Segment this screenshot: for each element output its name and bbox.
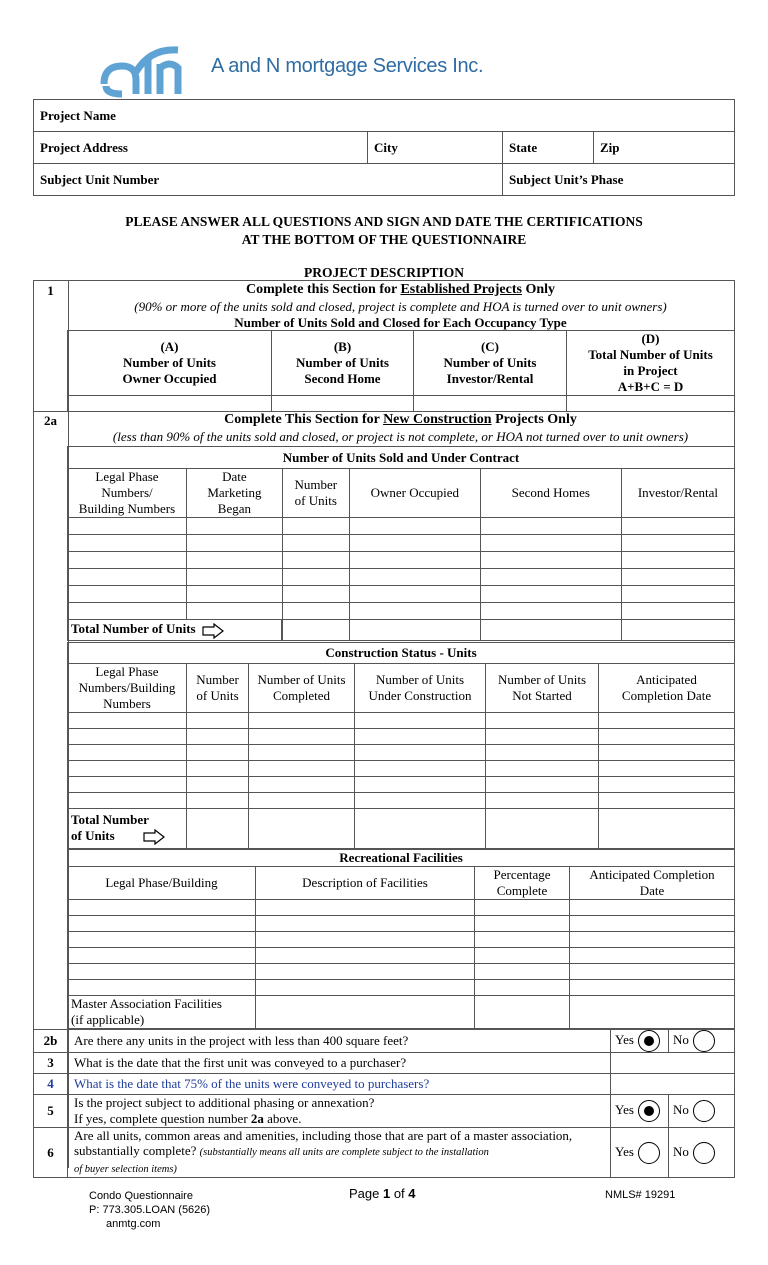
col-a-l1: (A) xyxy=(160,339,179,354)
subject-unit-phase-field[interactable]: Subject Unit’s Phase xyxy=(503,164,735,196)
status-col-phase xyxy=(68,664,187,713)
section-2a-number: 2a xyxy=(44,413,57,428)
arrow-right-icon xyxy=(202,623,224,639)
table-cell[interactable] xyxy=(187,761,249,777)
table-cell[interactable] xyxy=(68,932,256,948)
table-cell[interactable] xyxy=(187,586,283,603)
col-a-l3: Owner Occupied xyxy=(122,371,217,386)
question-6-line-2: substantially complete? xyxy=(74,1143,200,1158)
no-option[interactable] xyxy=(669,1030,735,1053)
footer-doc-title: Condo Questionnaire xyxy=(89,1190,193,1202)
table-cell[interactable] xyxy=(621,603,734,620)
table-row xyxy=(68,964,735,980)
rec-col-ant-a: Anticipated Completion xyxy=(589,867,715,882)
table-cell[interactable] xyxy=(621,518,734,535)
table-cell[interactable] xyxy=(355,809,486,849)
table-cell[interactable] xyxy=(68,745,187,761)
table-cell[interactable] xyxy=(475,980,570,996)
table-cell[interactable] xyxy=(349,518,480,535)
col-a-header xyxy=(68,331,272,396)
table-cell[interactable] xyxy=(68,777,187,793)
table-cell[interactable] xyxy=(187,552,283,569)
recreational-facilities-title: Recreational Facilities xyxy=(68,850,735,867)
table-cell[interactable] xyxy=(349,535,480,552)
page-mid: of xyxy=(390,1186,409,1201)
table-cell[interactable] xyxy=(486,793,599,809)
company-logo-icon xyxy=(98,44,206,98)
section-title: PROJECT DESCRIPTION xyxy=(304,265,464,280)
table-cell[interactable] xyxy=(355,713,486,729)
yes-option[interactable] xyxy=(611,1095,669,1128)
no-label: No xyxy=(673,1101,689,1117)
sold-col-phase-b: Numbers/ xyxy=(101,485,153,500)
table-row xyxy=(68,552,735,569)
yes-option[interactable] xyxy=(611,1030,669,1053)
company-name: A and N mortgage Services Inc. xyxy=(211,55,484,77)
table-row xyxy=(68,729,735,745)
status-col-uc-a: Number of Units xyxy=(375,672,465,687)
sold-col-investor: Investor/Rental xyxy=(621,469,734,518)
sold-col-units-b: of Units xyxy=(294,493,337,508)
section-1-title-pre: Complete this Section for xyxy=(245,282,401,297)
table-cell[interactable] xyxy=(355,793,486,809)
status-col-ant-b: Completion Date xyxy=(621,688,712,703)
yes-radio[interactable] xyxy=(638,1030,660,1052)
table-cell[interactable] xyxy=(249,745,355,761)
section-1-number: 1 xyxy=(47,283,54,298)
table-cell[interactable] xyxy=(256,996,475,1029)
table-row xyxy=(68,569,735,586)
col-c-l3: Investor/Rental xyxy=(446,371,534,386)
yes-radio[interactable] xyxy=(638,1100,660,1122)
table-cell[interactable] xyxy=(486,761,599,777)
status-col-phase-c: Numbers xyxy=(103,696,151,711)
table-cell[interactable] xyxy=(599,809,735,849)
section-1-note: (90% or more of the units sold and closed, project is complete and HOA is turned over to unit owners) xyxy=(134,299,667,314)
table-cell[interactable] xyxy=(475,932,570,948)
table-cell[interactable] xyxy=(475,948,570,964)
table-cell[interactable] xyxy=(349,552,480,569)
table-cell[interactable] xyxy=(475,916,570,932)
table-cell[interactable] xyxy=(68,964,256,980)
section-1-title-underlined: Established Projects xyxy=(400,282,522,297)
question-5-line-1: Is the project subject to additional phasing or annexation? xyxy=(74,1095,375,1110)
status-col-anticipated xyxy=(599,664,735,713)
table-cell[interactable] xyxy=(187,603,283,620)
table-cell[interactable] xyxy=(480,586,621,603)
project-info-table xyxy=(33,99,735,196)
sold-col-units xyxy=(282,469,349,518)
table-cell[interactable] xyxy=(621,569,734,586)
table-row xyxy=(68,980,735,996)
city-field[interactable]: City xyxy=(368,132,503,164)
col-d-l2: Total Number of Units xyxy=(588,347,713,362)
status-col-not-started xyxy=(486,664,599,713)
table-cell[interactable] xyxy=(480,603,621,620)
total-units-row xyxy=(68,620,735,641)
total-second-value[interactable] xyxy=(480,620,621,641)
col-b-value[interactable] xyxy=(272,396,414,412)
question-6 xyxy=(34,1128,735,1178)
table-cell[interactable] xyxy=(570,996,735,1029)
table-cell[interactable] xyxy=(621,535,734,552)
table-cell[interactable] xyxy=(256,916,475,932)
status-col-units xyxy=(187,664,249,713)
table-cell[interactable] xyxy=(282,569,349,586)
answer-field[interactable] xyxy=(611,1053,735,1074)
instructions-line-2: AT THE BOTTOM OF THE QUESTIONNAIRE xyxy=(241,232,527,247)
table-cell[interactable] xyxy=(256,964,475,980)
table-cell[interactable] xyxy=(355,777,486,793)
project-name-field[interactable]: Project Name xyxy=(34,100,735,132)
no-label: No xyxy=(673,1031,689,1047)
question-6-note-end: of buyer selection items) xyxy=(74,1164,177,1175)
table-cell[interactable] xyxy=(599,761,735,777)
table-cell[interactable] xyxy=(349,603,480,620)
question-text xyxy=(68,1095,611,1128)
total2-b: of Units xyxy=(71,827,115,843)
table-cell[interactable] xyxy=(570,900,735,916)
page-total: 4 xyxy=(408,1186,416,1201)
table-cell[interactable] xyxy=(68,552,187,569)
status-col-ns-b: Not Started xyxy=(512,688,572,703)
table-cell[interactable] xyxy=(249,793,355,809)
question-text: What is the date that the first unit was conveyed to a purchaser? xyxy=(68,1053,611,1074)
zip-field[interactable]: Zip xyxy=(594,132,735,164)
table-cell[interactable] xyxy=(187,777,249,793)
no-option[interactable] xyxy=(669,1095,735,1128)
table-cell[interactable] xyxy=(570,932,735,948)
table-row xyxy=(68,518,735,535)
sold-col-date xyxy=(187,469,283,518)
questions-table xyxy=(33,1029,735,1178)
col-d-l4: A+B+C = D xyxy=(617,379,684,394)
question-number: 3 xyxy=(34,1053,68,1074)
rec-col-percentage xyxy=(475,867,570,900)
rec-col-phase: Legal Phase/Building xyxy=(68,867,256,900)
table-cell[interactable] xyxy=(282,535,349,552)
table-cell[interactable] xyxy=(355,745,486,761)
master-b: (if applicable) xyxy=(71,1012,145,1027)
table-cell[interactable] xyxy=(68,948,256,964)
project-address-field[interactable]: Project Address xyxy=(34,132,368,164)
total2-a: Total Number xyxy=(71,811,149,827)
section-2a-title-pre: Complete This Section for xyxy=(224,412,384,427)
status-col-phase-a: Legal Phase xyxy=(95,664,159,679)
table-cell[interactable] xyxy=(480,518,621,535)
units-sold-table xyxy=(67,446,735,641)
table-cell[interactable] xyxy=(599,713,735,729)
table-cell[interactable] xyxy=(475,996,570,1029)
table-cell[interactable] xyxy=(486,777,599,793)
table-cell[interactable] xyxy=(249,777,355,793)
section-top-rule xyxy=(33,280,735,281)
table-cell[interactable] xyxy=(486,729,599,745)
rec-col-anticipated xyxy=(570,867,735,900)
col-b-l1: (B) xyxy=(333,339,352,354)
table-cell[interactable] xyxy=(256,948,475,964)
table-row xyxy=(68,603,735,620)
sold-col-date-a: Date xyxy=(222,469,247,484)
table-cell[interactable] xyxy=(570,980,735,996)
table-cell[interactable] xyxy=(599,777,735,793)
table-cell[interactable] xyxy=(68,761,187,777)
table-cell[interactable] xyxy=(599,793,735,809)
table-cell[interactable] xyxy=(355,729,486,745)
col-c-l1: (C) xyxy=(480,339,500,354)
table-cell[interactable] xyxy=(621,552,734,569)
instructions-line-1: PLEASE ANSWER ALL QUESTIONS AND SIGN AND DATE THE CERTIFICATIONS xyxy=(125,214,643,229)
table-cell[interactable] xyxy=(249,729,355,745)
recreational-facilities-table xyxy=(67,849,735,1029)
table-cell[interactable] xyxy=(256,980,475,996)
col-c-l2: Number of Units xyxy=(443,355,537,370)
sold-col-phase-c: Building Numbers xyxy=(78,501,176,516)
question-text xyxy=(68,1128,611,1178)
total-owner-value[interactable] xyxy=(349,620,480,641)
question-5-line-2-end: above. xyxy=(263,1111,302,1126)
subject-unit-number-field[interactable]: Subject Unit Number xyxy=(34,164,503,196)
status-col-units-a: Number xyxy=(196,672,239,687)
table-row xyxy=(68,586,735,603)
table-cell[interactable] xyxy=(249,713,355,729)
answer-field[interactable] xyxy=(611,1074,735,1095)
yes-label: Yes xyxy=(615,1143,634,1159)
col-b-header xyxy=(272,331,414,396)
sold-col-date-b: Marketing xyxy=(207,485,262,500)
total-units-label xyxy=(68,620,282,641)
table-row xyxy=(68,948,735,964)
status-col-ant-a: Anticipated xyxy=(636,672,697,687)
table-cell[interactable] xyxy=(599,745,735,761)
table-cell[interactable] xyxy=(570,964,735,980)
sold-col-units-a: Number xyxy=(294,477,338,492)
total-units-label-2 xyxy=(68,809,187,849)
col-a-value[interactable] xyxy=(68,396,272,412)
table-cell[interactable] xyxy=(68,569,187,586)
question-4 xyxy=(34,1074,735,1095)
table-cell[interactable] xyxy=(480,569,621,586)
table-cell[interactable] xyxy=(475,900,570,916)
question-6-line-1: Are all units, common areas and amenities, including those that are part of a master association, xyxy=(74,1128,573,1143)
arrow-right-icon xyxy=(143,829,165,845)
table-cell[interactable] xyxy=(349,569,480,586)
status-col-completed-a: Number of Units xyxy=(257,672,346,687)
table-cell[interactable] xyxy=(282,603,349,620)
total-units-value[interactable] xyxy=(282,620,349,641)
total-units-text: Total Number of Units xyxy=(71,621,196,637)
table-cell[interactable] xyxy=(486,713,599,729)
sold-col-second: Second Homes xyxy=(480,469,621,518)
table-cell[interactable] xyxy=(68,900,256,916)
table-cell[interactable] xyxy=(68,980,256,996)
table-row xyxy=(68,793,735,809)
table-cell[interactable] xyxy=(355,761,486,777)
table-cell[interactable] xyxy=(282,552,349,569)
question-2b xyxy=(34,1030,735,1053)
table-row xyxy=(68,932,735,948)
table-row xyxy=(68,900,735,916)
table-cell[interactable] xyxy=(282,586,349,603)
col-d-l3: in Project xyxy=(623,363,678,378)
page-current: 1 xyxy=(382,1186,391,1201)
table-cell[interactable] xyxy=(599,729,735,745)
table-cell[interactable] xyxy=(570,948,735,964)
units-sold-title: Number of Units Sold and Under Contract xyxy=(68,447,735,469)
no-option[interactable] xyxy=(669,1128,735,1178)
section-2a-title-post: Projects Only xyxy=(491,412,577,427)
table-cell[interactable] xyxy=(249,761,355,777)
question-5 xyxy=(34,1095,735,1128)
col-b-l2: Number of Units xyxy=(296,355,389,370)
table-cell[interactable] xyxy=(475,964,570,980)
yes-label: Yes xyxy=(615,1031,634,1047)
section-2a-note: (less than 90% of the units sold and closed, or project is not complete, or HOA not turned over to unit owners) xyxy=(112,429,689,444)
status-col-completed-b: Completed xyxy=(272,688,331,703)
no-radio[interactable] xyxy=(693,1100,715,1122)
rec-col-description: Description of Facilities xyxy=(256,867,475,900)
table-cell[interactable] xyxy=(349,586,480,603)
table-cell[interactable] xyxy=(68,713,187,729)
col-d-header xyxy=(567,331,735,396)
question-6-note: (substantially means all units are complete subject to the installation xyxy=(199,1147,489,1158)
yes-radio[interactable] xyxy=(638,1142,660,1164)
master-a: Master Association Facilities xyxy=(71,996,222,1011)
table-row xyxy=(68,777,735,793)
status-col-uc-b: Under Construction xyxy=(368,688,472,703)
total-units-row-2 xyxy=(68,809,735,849)
status-col-completed xyxy=(249,664,355,713)
table-cell[interactable] xyxy=(282,518,349,535)
section-1-title xyxy=(67,282,734,298)
status-col-ns-a: Number of Units xyxy=(497,672,587,687)
nmls-number: NMLS# 19291 xyxy=(605,1189,676,1201)
section-2a-title xyxy=(67,412,734,428)
table-cell[interactable] xyxy=(187,809,249,849)
col-d-value[interactable] xyxy=(567,396,735,412)
section-2a-title-underlined: New Construction xyxy=(383,412,492,427)
table-row xyxy=(68,713,735,729)
construction-status-title: Construction Status - Units xyxy=(68,643,735,664)
question-number: 4 xyxy=(34,1074,68,1095)
no-radio[interactable] xyxy=(693,1030,715,1052)
total-investor-value[interactable] xyxy=(621,620,734,641)
table-cell[interactable] xyxy=(68,586,187,603)
status-col-units-b: of Units xyxy=(196,688,239,703)
yes-label: Yes xyxy=(615,1101,634,1117)
question-text: Are there any units in the project with less than 400 square feet? xyxy=(68,1030,611,1053)
table-cell[interactable] xyxy=(68,535,187,552)
question-number: 2b xyxy=(34,1030,68,1053)
table-row xyxy=(68,745,735,761)
section-1-title-post: Only xyxy=(521,282,556,297)
question-5-ref: 2a xyxy=(250,1111,264,1126)
table-cell[interactable] xyxy=(570,916,735,932)
sold-col-phase-a: Legal Phase xyxy=(95,469,159,484)
col-a-l2: Number of Units xyxy=(123,355,216,370)
table-cell[interactable] xyxy=(480,535,621,552)
no-radio[interactable] xyxy=(693,1142,715,1164)
sold-col-date-c: Began xyxy=(217,501,251,516)
page-number xyxy=(349,1186,416,1201)
table-row xyxy=(68,916,735,932)
no-label: No xyxy=(673,1143,689,1159)
construction-status-table xyxy=(67,642,735,849)
question-3 xyxy=(34,1053,735,1074)
occupancy-table xyxy=(67,330,735,412)
sold-col-owner: Owner Occupied xyxy=(349,469,480,518)
table-cell[interactable] xyxy=(68,603,187,620)
table-row xyxy=(68,535,735,552)
table-cell[interactable] xyxy=(68,916,256,932)
table-cell[interactable] xyxy=(486,745,599,761)
table-cell[interactable] xyxy=(187,745,249,761)
table-cell[interactable] xyxy=(187,713,249,729)
footer-left xyxy=(89,1189,210,1231)
table-cell[interactable] xyxy=(249,809,355,849)
question-text: What is the date that 75% of the units were conveyed to purchasers? xyxy=(68,1074,611,1095)
table-cell[interactable] xyxy=(187,569,283,586)
master-association-label xyxy=(68,996,256,1029)
table-cell[interactable] xyxy=(68,518,187,535)
table-cell[interactable] xyxy=(256,900,475,916)
rec-col-ant-b: Date xyxy=(639,883,665,898)
page-pre: Page xyxy=(349,1186,383,1201)
table-cell[interactable] xyxy=(187,535,283,552)
table-cell[interactable] xyxy=(187,518,283,535)
table-cell[interactable] xyxy=(187,729,249,745)
table-cell[interactable] xyxy=(68,793,187,809)
rec-col-pct-b: Complete xyxy=(496,883,548,898)
table-cell[interactable] xyxy=(187,793,249,809)
table-cell[interactable] xyxy=(621,586,734,603)
footer-phone: P: 773.305.LOAN (5626) xyxy=(89,1204,211,1216)
table-cell[interactable] xyxy=(486,809,599,849)
sold-col-phase xyxy=(68,469,187,518)
question-number: 6 xyxy=(34,1128,68,1178)
rec-col-pct-a: Percentage xyxy=(493,867,551,882)
question-5-line-2: If yes, complete question number xyxy=(74,1111,251,1126)
col-d-l1: (D) xyxy=(641,331,660,346)
table-cell[interactable] xyxy=(480,552,621,569)
footer-website: anmtg.com xyxy=(106,1218,161,1230)
table-cell[interactable] xyxy=(68,729,187,745)
section-1-subtitle: Number of Units Sold and Closed for Each Occupancy Type xyxy=(234,315,567,330)
col-c-header xyxy=(414,331,567,396)
status-col-phase-b: Numbers/Building xyxy=(78,680,176,695)
question-number: 5 xyxy=(34,1095,68,1128)
table-cell[interactable] xyxy=(256,932,475,948)
state-field[interactable]: State xyxy=(503,132,594,164)
status-col-under-construction xyxy=(355,664,486,713)
col-c-value[interactable] xyxy=(414,396,567,412)
col-b-l3: Second Home xyxy=(304,371,381,386)
table-row xyxy=(68,761,735,777)
yes-option[interactable] xyxy=(611,1128,669,1178)
